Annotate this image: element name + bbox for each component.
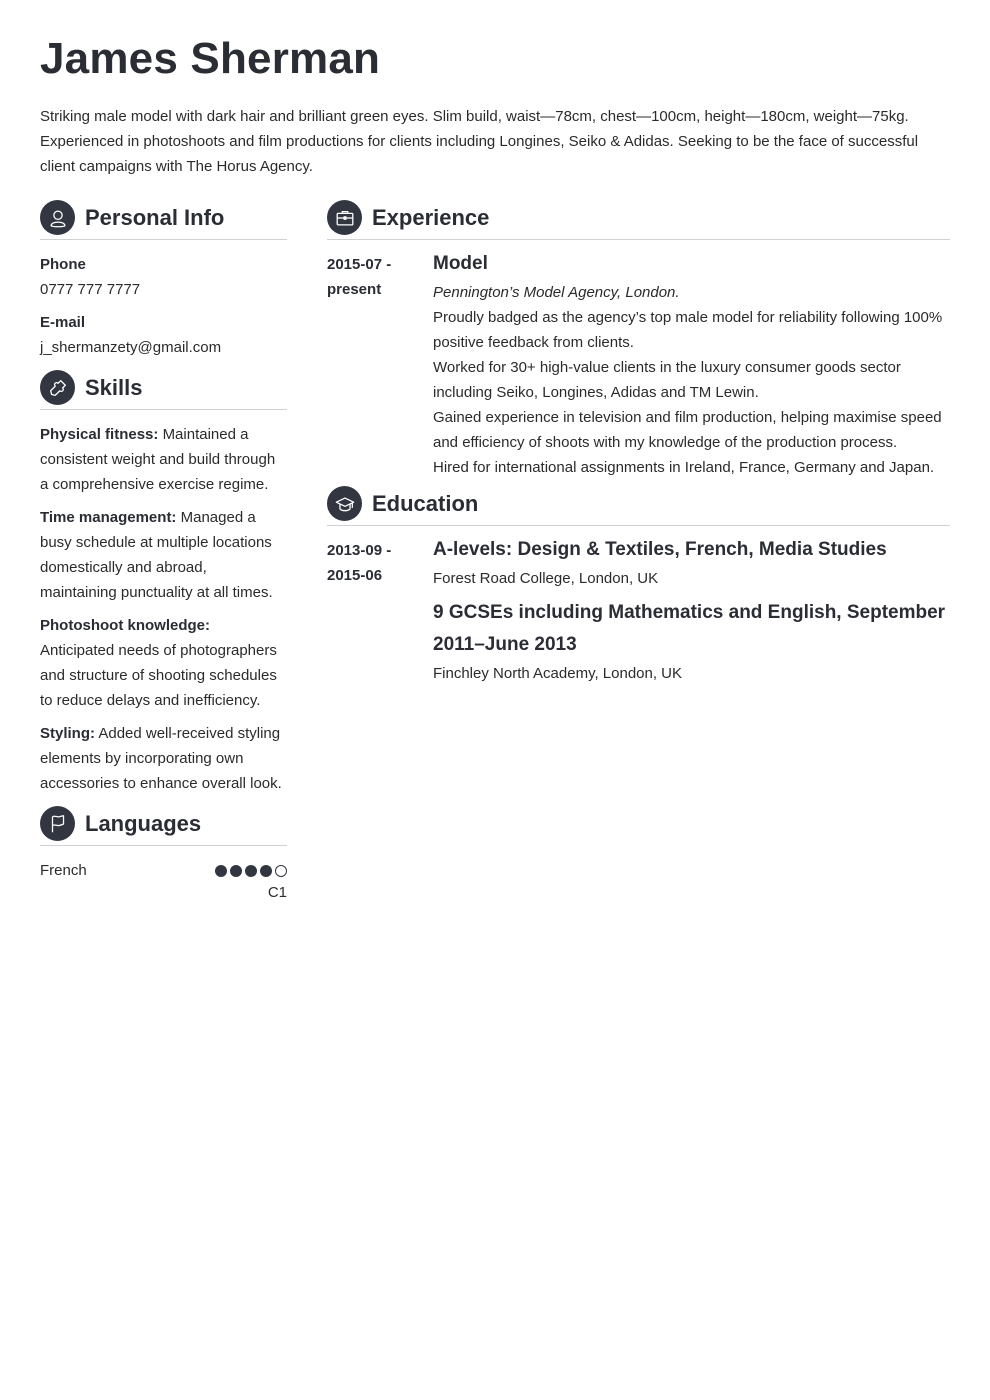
- skill-name: Styling:: [40, 725, 95, 742]
- language-name: French: [40, 862, 87, 879]
- section-title: Experience: [372, 204, 490, 230]
- section-title: Languages: [85, 810, 202, 836]
- rating-dot-filled: [245, 865, 257, 877]
- section-header: [327, 486, 950, 526]
- skill-description: Anticipated needs of photographers and structure of shooting schedules to reduce delays and inefficiency.: [40, 642, 277, 709]
- entry-body: [433, 538, 950, 696]
- section-header: [40, 806, 287, 846]
- school-name: Forest Road College, London, UK: [433, 570, 659, 587]
- rating-dot-filled: [215, 865, 227, 877]
- section-header: [40, 200, 287, 240]
- skill-name: Time management:: [40, 509, 177, 526]
- right-column: [327, 200, 950, 702]
- left-column: [40, 200, 287, 903]
- responsibility-line: Proudly badged as the agency’s top male model for reliability following 100% positive feedback from clients.: [433, 309, 943, 351]
- person-icon: [40, 200, 75, 235]
- skill-item: [40, 505, 287, 605]
- puzzle-icon: [40, 370, 75, 405]
- language-rating: [215, 865, 287, 877]
- date-start: 2013-09 -: [327, 542, 392, 559]
- rating-dot-empty: [275, 865, 287, 877]
- education-section: [327, 486, 950, 696]
- date-end: present: [327, 281, 382, 298]
- responsibility-line: Worked for 30+ high-value clients in the luxury consumer goods sector including Seiko, Longines, Adidas and TM Lewin.: [433, 359, 901, 401]
- section-title: Personal Info: [85, 204, 225, 230]
- section-title: Skills: [85, 374, 143, 400]
- skill-item: [40, 422, 287, 497]
- candidate-name: James Sherman: [40, 34, 381, 83]
- personal-info-section: [40, 200, 287, 360]
- date-end: 2015-06: [327, 567, 383, 584]
- rating-dot-filled: [230, 865, 242, 877]
- responsibility-line: Gained experience in television and film production, helping maximise speed and efficiency of shoots with my knowledge of the production process.: [433, 409, 942, 451]
- skill-item: [40, 613, 287, 713]
- graduation-cap-icon: [327, 486, 362, 521]
- experience-entry: [327, 252, 950, 480]
- section-title: Education: [372, 490, 479, 516]
- phone-value: 0777 777 7777: [40, 281, 141, 298]
- email-label: E-mail: [40, 314, 86, 331]
- qualification-title: A-levels: Design & Textiles, French, Media Studies: [433, 539, 887, 560]
- education-item: [433, 534, 950, 591]
- school-name: Finchley North Academy, London, UK: [433, 665, 683, 682]
- skill-description: Added well-received styling elements by incorporating own accessories to enhance overall look.: [40, 725, 282, 792]
- skills-section: [40, 370, 287, 796]
- entry-body: [433, 252, 950, 480]
- email-value: j_shermanzety@gmail.com: [40, 339, 222, 356]
- responsibility-line: Hired for international assignments in Ireland, France, Germany and Japan.: [433, 459, 935, 476]
- phone-label: Phone: [40, 256, 86, 273]
- flag-icon: [40, 806, 75, 841]
- entry-dates: [327, 252, 433, 480]
- skill-name: Physical fitness:: [40, 426, 159, 443]
- language-row: [40, 858, 287, 883]
- entry-dates: [327, 538, 433, 696]
- education-entry: [327, 538, 950, 696]
- qualification-title: 9 GCSEs including Mathematics and English, September 2011–June 2013: [433, 602, 946, 655]
- rating-dot-filled: [260, 865, 272, 877]
- language-level: C1: [267, 884, 287, 901]
- section-header: [40, 370, 287, 410]
- skill-description: Maintained a consistent weight and build through a comprehensive exercise regime.: [40, 426, 276, 493]
- date-start: 2015-07 -: [327, 256, 392, 273]
- company-name: Pennington’s Model Agency, London.: [433, 284, 680, 301]
- profile-summary: Striking male model with dark hair and brilliant green eyes. Slim build, waist—78cm, chest—100cm, height—180cm, weight—75kg. Experienced in photoshoots and film productions for clients including Longines, Seiko & Adidas. Seeking to be the face of successful client campaigns with The Horus Agency.: [40, 108, 919, 175]
- languages-section: [40, 806, 287, 903]
- section-header: [327, 200, 950, 240]
- skill-name: Photoshoot knowledge:: [40, 617, 210, 634]
- experience-section: [327, 200, 950, 480]
- skill-description: Managed a busy schedule at multiple locations domestically and abroad, maintaining punctuality at all times.: [40, 509, 273, 601]
- job-title: Model: [433, 253, 488, 274]
- skill-item: [40, 721, 287, 796]
- briefcase-icon: [327, 200, 362, 235]
- education-item: [433, 597, 950, 686]
